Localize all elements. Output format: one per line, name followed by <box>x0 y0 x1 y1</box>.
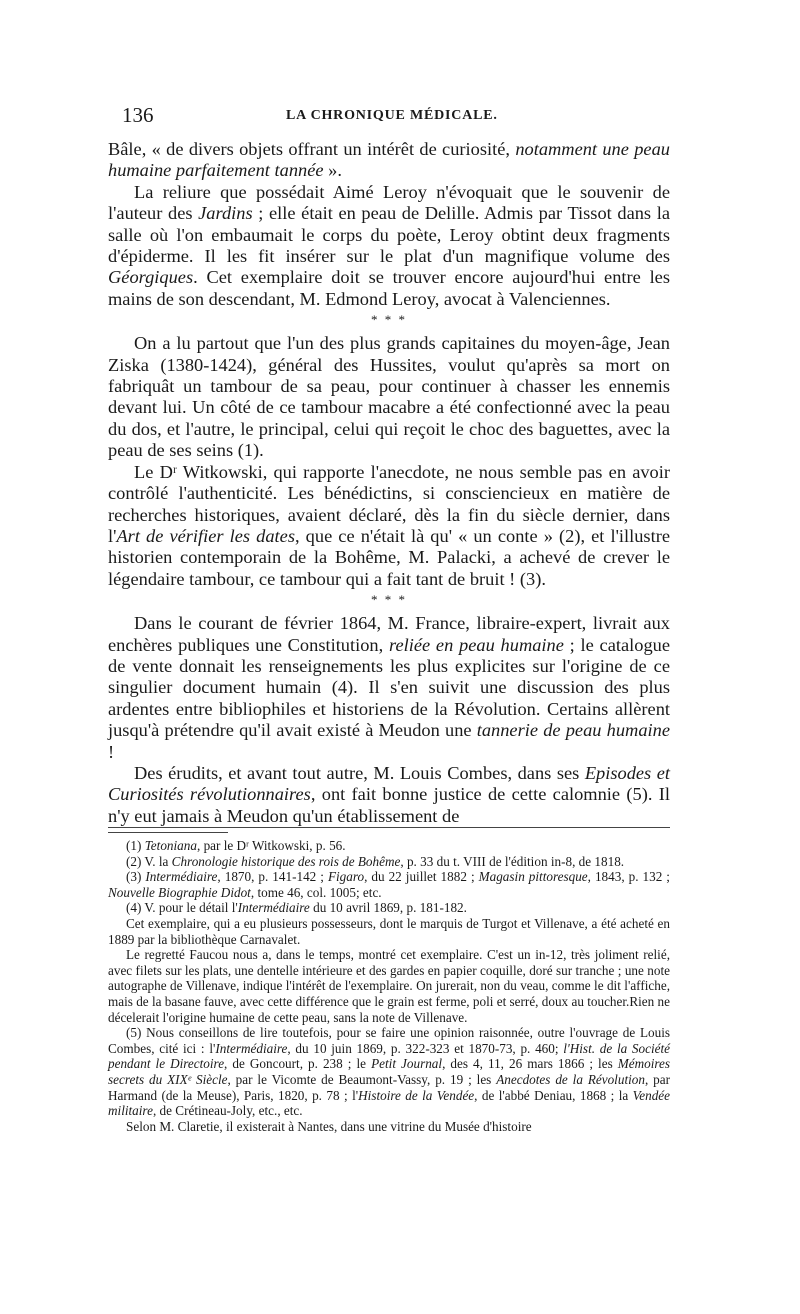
italic-run: l'Hist. de la Société pendant le Directoire <box>108 1040 671 1072</box>
text-run: , par le Vicomte de Beaumont-Vassy, p. 19 ; les <box>227 1071 497 1087</box>
text-run: , de l'abbé Deniau, 1868 ; la <box>474 1087 633 1103</box>
text-run: Bâle, « de divers objets offrant un intérêt de curiosité, <box>108 139 516 159</box>
text-run: (2) V. la <box>126 853 172 869</box>
italic-run: Tetoniana <box>144 838 197 853</box>
italic-run: Art de vérifier les dates <box>116 525 295 546</box>
text-run: Des érudits, et avant tout autre, M. Louis Combes, dans ses <box>134 762 585 783</box>
italic-run: Magasin pittoresque <box>478 869 588 885</box>
footnote-rule-short <box>108 832 228 833</box>
section-separator: * * * <box>371 312 407 328</box>
italic-run: Anecdotes de la Révolution <box>496 1071 645 1087</box>
text-run: (4) V. pour le détail l' <box>126 900 238 916</box>
text-run: du 10 avril 1869, p. 181-182. <box>309 900 467 916</box>
paragraph-1 <box>108 139 670 182</box>
footnote-3 <box>108 869 670 900</box>
text-run: , des 4, 11, 26 mars 1866 ; les <box>442 1056 618 1072</box>
italic-run: Petit Journal <box>371 1056 443 1072</box>
footnote-rule <box>108 827 670 828</box>
text-run: (3) <box>126 869 146 885</box>
paragraph-3: On a lu partout que l'un des plus grands capitaines du moyen-âge, Jean Ziska (1380-1424), général des Hussites, voulut qu'après sa mort on fabriquât un tambour de sa peau, pour continuer à chasser les ennemis devant lui. Un côté de ce tambour macabre a été confectionné avec la peau du dos, et l'autre, le principal, celui qui reçoit le choc des baguettes, avec la peau de ses seins (1). <box>108 333 670 461</box>
paragraph-6 <box>108 763 670 827</box>
page-header <box>122 103 670 131</box>
italic-run: Figaro <box>327 869 365 885</box>
italic-run: Intermédiaire <box>145 869 218 885</box>
italic-run: reliée en peau humaine <box>388 634 564 655</box>
text-run: ». <box>323 160 342 181</box>
italic-run: Intermédiaire <box>237 900 310 916</box>
text-run: La reliure que possédait Aimé Leroy n'évoquait que le souvenir de l'auteur des <box>108 181 670 224</box>
text-run: , p. 33 du t. VIII de l'édition in-8, de 1818. <box>400 853 625 869</box>
text-run: Dans le courant de février 1864, M. France, libraire-expert, livrait aux enchères publiques une Constitution, <box>108 613 670 655</box>
italic-run: Episodes et Curiosités révolutionnaires <box>108 762 670 805</box>
italic-run: Vendée militaire <box>108 1087 671 1119</box>
italic-run: notamment une peau humaine parfaitement tannée <box>108 139 670 181</box>
section-separator: * * * <box>371 592 407 608</box>
italic-run: Nouvelle Biographie Didot <box>108 884 251 900</box>
italic-run: Jardins <box>198 203 253 224</box>
text-run: , 1870, p. 141-142 ; <box>217 869 328 885</box>
footnote-1 <box>108 838 670 854</box>
paragraph-2 <box>108 182 670 310</box>
text-run: (1) <box>126 838 145 853</box>
italic-run: Géorgiques <box>108 267 194 288</box>
italic-run: Mémoires secrets du XIXᵉ Siècle <box>108 1056 670 1087</box>
text-run: ! <box>108 741 115 762</box>
text-run: , par le Dʳ Witkowski, p. 56. <box>196 838 346 853</box>
text-run: , 1843, p. 132 ; <box>587 869 670 885</box>
text-run: , tome 46, col. 1005; etc. <box>250 884 382 900</box>
footnote-5 <box>108 1025 670 1119</box>
text-run: , du 22 juillet 1882 ; <box>364 869 479 885</box>
text-run: Le Dʳ Witkowski, qui rapporte l'anecdote, ne nous semble pas en avoir contrôlé l'authenticité. Les bénédictins, si consciencieux en matière de recherches historiques, avaient déclaré, dès la fin du siècle dernier, dans l' <box>108 461 670 546</box>
text-run: , de Crétineau-Joly, etc., etc. <box>152 1103 303 1119</box>
running-head: LA CHRONIQUE MÉDICALE. <box>286 108 498 123</box>
text-run: , du 10 juin 1869, p. 322-323 et 1870-73, p. 460; <box>287 1040 564 1056</box>
italic-run: Histoire de la Vendée <box>358 1087 475 1103</box>
italic-run: Intermédiaire <box>215 1040 288 1056</box>
body-text <box>108 139 670 827</box>
footnotes <box>108 838 670 1134</box>
page-number: 136 <box>122 103 154 127</box>
text-run: ; elle était en peau de Delille. Admis par Tissot dans la salle où l'on embaumait le corps du poète, Leroy obtint deux fragments d'épiderme. Il les fit insérer sur le plat d'un magnifique volume des <box>108 203 670 267</box>
italic-run: Chronologie historique des rois de Bohême <box>171 853 401 869</box>
text-run: , par Harmand (de la Meuse), Paris, 1820, p. 78 ; l' <box>108 1071 671 1103</box>
text-run: ; le catalogue de vente donnait les renseignements les plus explicites sur l'origine de ce singulier document humain (4). Il s'en suivit une discussion des plus ardentes entre bibliophiles et historiens de la Révolution. Certains allèrent jusqu'à prétendre qu'il avait existé à Meudon une <box>108 634 671 741</box>
paragraph-5 <box>108 613 670 763</box>
text-run: (5) Nous conseillons de lire toutefois, pour se faire une opinion raisonnée, outre l'ouvrage de Louis Combes, cité ici : l' <box>108 1025 670 1056</box>
italic-run: tannerie de peau humaine <box>476 720 670 741</box>
footnote-4 <box>108 900 670 916</box>
footnote-4-description: Le regretté Faucou nous a, dans le temps, montré cet exemplaire. C'est un in-12, très joliment relié, avec filets sur les plats, une dentelle intérieure et des gardes en papier coquille, doré sur tranche ; une note autographe de Villenave, indique l'intérêt de l'exemplaire. On jurerait, non du veau, comme le dit l'affiche, mais de la basane fauve, avec cette différence que le grain est ferme, poli et serré, doux au toucher.Rien ne décelerait l'origine humaine de cette peau, sans la note de Villenave. <box>108 947 670 1025</box>
footnote-2 <box>108 854 670 870</box>
text-run: . Cet exemplaire doit se trouver encore aujourd'hui entre les mains de son descendant, M. Edmond Leroy, avocat à Valenciennes. <box>108 267 670 309</box>
text-run: , de Goncourt, p. 238 ; le <box>224 1056 372 1072</box>
text-run: , ont fait bonne justice de cette calomnie (5). Il n'y eut jamais à Meudon qu'un établissement de <box>108 784 670 826</box>
footnote-6: Selon M. Claretie, il existerait à Nantes, dans une vitrine du Musée d'histoire <box>126 1118 532 1134</box>
footnote-4-continuation: Cet exemplaire, qui a eu plusieurs possesseurs, dont le marquis de Turgot et Villenave, a été acheté en 1889 par la bibliothèque Carnavalet. <box>108 915 670 947</box>
paragraph-4 <box>108 462 670 590</box>
text-run: , que ce n'était là qu' « un conte » (2), et l'illustre historien contemporain de la Bohême, M. Palacki, a achevé de crever le légendaire tambour, ce tambour qui a fait tant de bruit ! (3). <box>108 525 670 589</box>
